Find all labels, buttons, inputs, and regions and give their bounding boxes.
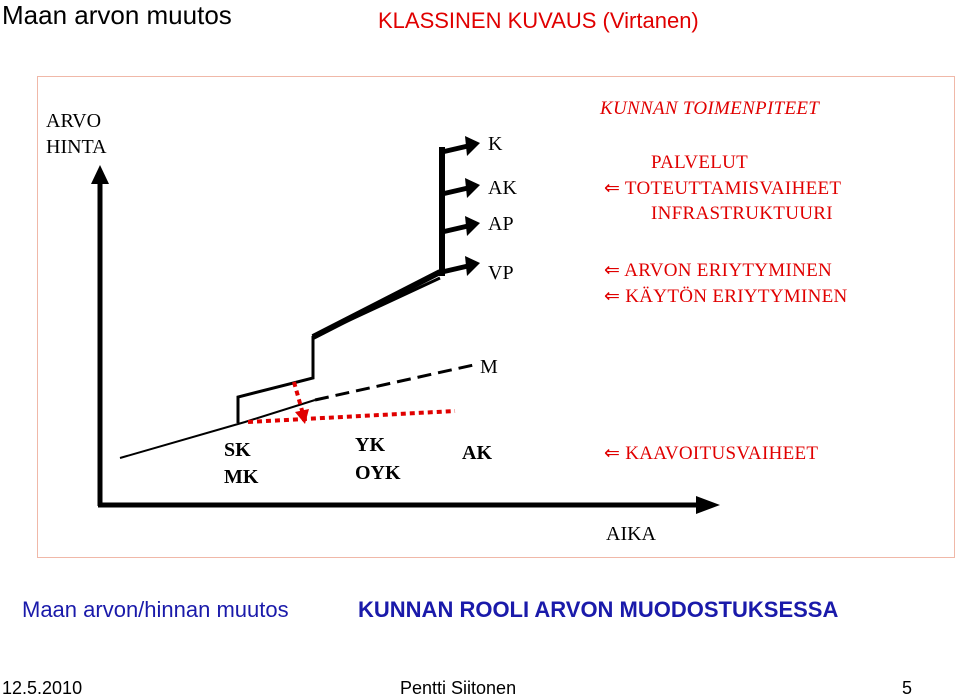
arrow-k-shaft (442, 146, 468, 152)
footer-left-caption: Maan arvon/hinnan muutos (22, 597, 289, 622)
y-axis-label-arvo: ARVO (46, 110, 102, 132)
level-label-m: M (480, 356, 498, 378)
arrow-ak-head (465, 178, 480, 198)
municipal-actions-heading: KUNNAN TOIMENPITEET (600, 98, 820, 119)
x-axis-arrowhead (696, 496, 720, 514)
item-kayton-eriytyminen: ⇐ KÄYTÖN ERIYTYMINEN (604, 286, 848, 307)
x-axis-label-aika: AIKA (606, 523, 656, 545)
value-step-line-thick (313, 272, 440, 337)
bottom-label-oyk: OYK (355, 462, 401, 484)
red-dotted-horizontal (248, 411, 455, 422)
arrow-ak-shaft (442, 188, 468, 194)
footer-date: 12.5.2010 (2, 678, 83, 698)
arrow-ap-head (465, 216, 480, 236)
item-infrastruktuuri: INFRASTRUKTUURI (651, 203, 833, 224)
level-label-k: K (488, 133, 503, 155)
bottom-label-sk: SK (224, 439, 251, 461)
footer-page-number: 5 (902, 678, 913, 698)
level-label-ak: AK (488, 177, 517, 199)
item-palvelut: PALVELUT (651, 152, 749, 173)
item-kaavoitusvaiheet: ⇐ KAAVOITUSVAIHEET (604, 443, 819, 464)
red-dotted-vertical (294, 382, 303, 414)
level-label-vp: VP (488, 262, 514, 284)
arrow-vp-shaft (442, 266, 468, 272)
bottom-label-mk: MK (224, 466, 259, 488)
y-axis-arrowhead (91, 165, 109, 184)
footer-right-caption: KUNNAN ROOLI ARVON MUODOSTUKSESSA (358, 597, 839, 622)
bottom-label-yk: YK (355, 434, 385, 456)
value-step-line (238, 278, 440, 423)
arrow-k-head (465, 136, 480, 156)
level-label-ap: AP (488, 213, 514, 235)
baseline-value-line (120, 400, 315, 458)
bottom-label-ak: AK (462, 442, 492, 464)
footer-author: Pentti Siitonen (400, 678, 517, 698)
y-axis-label-hinta: HINTA (46, 136, 107, 158)
slide-title: Maan arvon muutos (2, 0, 232, 30)
arrow-ap-shaft (442, 226, 468, 232)
item-toteuttamisvaiheet: ⇐ TOTEUTTAMISVAIHEET (604, 178, 842, 199)
baseline-value-dashed (315, 364, 478, 400)
item-arvon-eriytyminen: ⇐ ARVON ERIYTYMINEN (604, 260, 833, 281)
arrow-vp-head (465, 256, 480, 276)
red-arrowhead (295, 409, 309, 424)
slide-subtitle: KLASSINEN KUVAUS (Virtanen) (378, 8, 699, 33)
